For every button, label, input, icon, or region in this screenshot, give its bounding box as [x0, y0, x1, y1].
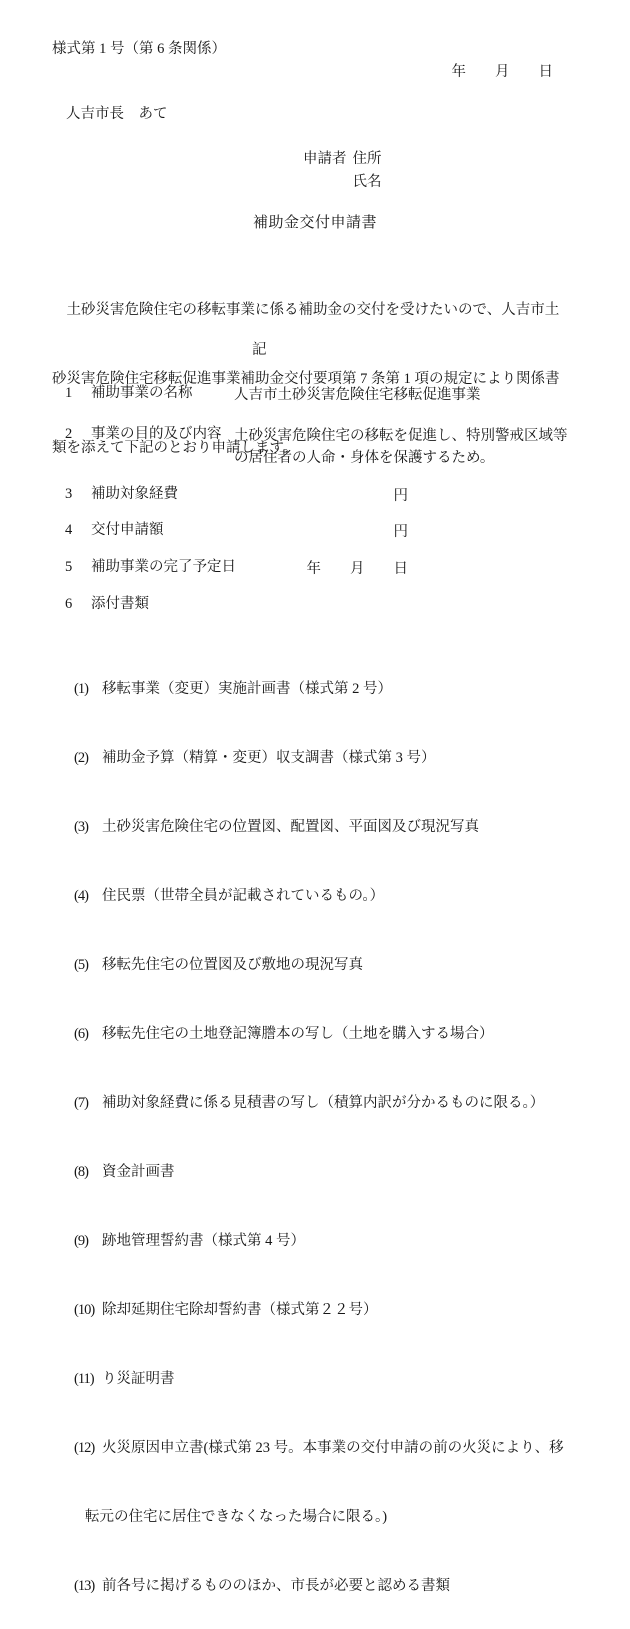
attachment-item — [74, 956, 564, 974]
item-number: 1 — [65, 385, 73, 401]
item-label: 添付書類 — [91, 596, 149, 612]
attachment-number: (10) — [74, 1302, 95, 1318]
attachment-number: (11) — [74, 1371, 94, 1387]
item-project-purpose — [65, 425, 568, 469]
item-value-line: 土砂災害危険住宅の移転を促進し、特別警戒区域等 — [234, 428, 568, 444]
attachment-item — [74, 680, 564, 698]
item-number: 3 — [65, 486, 73, 502]
item-label: 補助事業の完了予定日 — [91, 559, 236, 575]
addressee: 人吉市長 あて — [66, 106, 168, 122]
attachment-number: (12) — [74, 1440, 95, 1456]
item-label: 交付申請額 — [91, 522, 164, 538]
attachment-item — [74, 1508, 564, 1526]
item-project-name — [65, 384, 481, 406]
attachment-number: (9) — [74, 1233, 88, 1249]
form-number: 様式第 1 号（第 6 条関係） — [52, 41, 226, 57]
attachment-number: (5) — [74, 957, 88, 973]
item-value — [234, 425, 568, 469]
item-number: 2 — [65, 426, 73, 442]
item-requested-amount — [65, 521, 408, 543]
item-number: 4 — [65, 522, 73, 538]
attachment-item — [74, 818, 564, 836]
attachment-item — [74, 1301, 564, 1319]
attachment-text: 資金計画書 — [102, 1164, 175, 1180]
body-line: 砂災害危険住宅移転促進事業補助金交付要項第 7 条第 1 項の規定により関係書 — [52, 371, 560, 387]
item-label: 補助対象経費 — [91, 486, 178, 502]
attachment-item — [74, 1094, 564, 1112]
applicant-block — [303, 148, 382, 194]
item-completion-date — [65, 558, 408, 580]
item-eligible-expenses — [65, 485, 408, 507]
item-value: 人吉市土砂災害危険住宅移転促進事業 — [234, 387, 481, 403]
attachment-number: (6) — [74, 1026, 88, 1042]
attachment-number: (4) — [74, 888, 88, 904]
applicant-fields — [353, 148, 382, 194]
attachment-number: (3) — [74, 819, 88, 835]
attachment-text: 移転先住宅の土地登記簿謄本の写し（土地を購入する場合） — [102, 1026, 494, 1042]
attachment-text: 除却延期住宅除却誓約書（様式第２２号） — [102, 1302, 378, 1318]
attachment-item — [74, 1439, 564, 1457]
attachment-item — [74, 1370, 564, 1388]
item-number: 6 — [65, 596, 73, 612]
body-line: 土砂災害危険住宅の移転事業に係る補助金の交付を受けたいので、人吉市土 — [52, 302, 560, 318]
applicant-label: 申請者 — [303, 151, 347, 167]
item-label: 補助事業の名称 — [91, 385, 193, 401]
attachment-item — [74, 1025, 564, 1043]
attachment-text: 前各号に掲げるもののほか、市長が必要と認める書類 — [102, 1578, 450, 1594]
attachment-number: (8) — [74, 1164, 88, 1180]
attachment-number: (1) — [74, 681, 88, 697]
attachment-text: り災証明書 — [102, 1371, 175, 1387]
attachment-item — [74, 887, 564, 905]
attachment-text: 移転事業（変更）実施計画書（様式第 2 号） — [102, 681, 392, 697]
attachment-text: 跡地管理誓約書（様式第 4 号） — [102, 1233, 305, 1249]
item-value-yen-field: 円 — [234, 488, 408, 504]
attachment-item — [74, 1163, 564, 1181]
attachment-text: 火災原因申立書(様式第 23 号。本事業の交付申請の前の火災により、移 — [102, 1440, 564, 1456]
attachments-list — [74, 612, 564, 1629]
applicant-name-label: 氏名 — [352, 174, 382, 190]
item-label: 事業の目的及び内容 — [91, 426, 222, 442]
item-number: 5 — [65, 559, 73, 575]
attachment-text: 住民票（世帯全員が記載されているもの。） — [102, 888, 385, 904]
attachment-number: (7) — [74, 1095, 88, 1111]
attachment-text: 補助対象経費に係る見積書の写し（積算内訳が分かるものに限る。） — [102, 1095, 545, 1111]
attachment-item — [74, 1232, 564, 1250]
body-line: 類を添えて下記のとおり申請します。 — [52, 440, 298, 456]
attachment-item — [74, 1577, 564, 1595]
item-value-date-field: 年 月 日 — [234, 561, 408, 577]
attachment-text: 補助金予算（精算・変更）収支調書（様式第 3 号） — [102, 750, 436, 766]
document-title: 補助金交付申請書 — [252, 215, 377, 231]
item-value-yen-field: 円 — [234, 524, 408, 540]
item-value-line: の居住者の人命・身体を保護するため。 — [234, 450, 495, 466]
ki-marker: 記 — [252, 342, 267, 358]
attachment-number: (2) — [74, 750, 88, 766]
attachment-text: 移転先住宅の位置図及び敷地の現況写真 — [102, 957, 363, 973]
date-line: 年 月 日 — [451, 64, 553, 80]
attachment-text: 転元の住宅に居住できなくなった場合に限る。) — [85, 1509, 388, 1525]
attachment-number: (13) — [74, 1578, 95, 1594]
applicant-address-label: 住所 — [352, 151, 382, 167]
attachment-item — [74, 749, 564, 767]
attachment-text: 土砂災害危険住宅の位置図、配置図、平面図及び現況写真 — [102, 819, 479, 835]
